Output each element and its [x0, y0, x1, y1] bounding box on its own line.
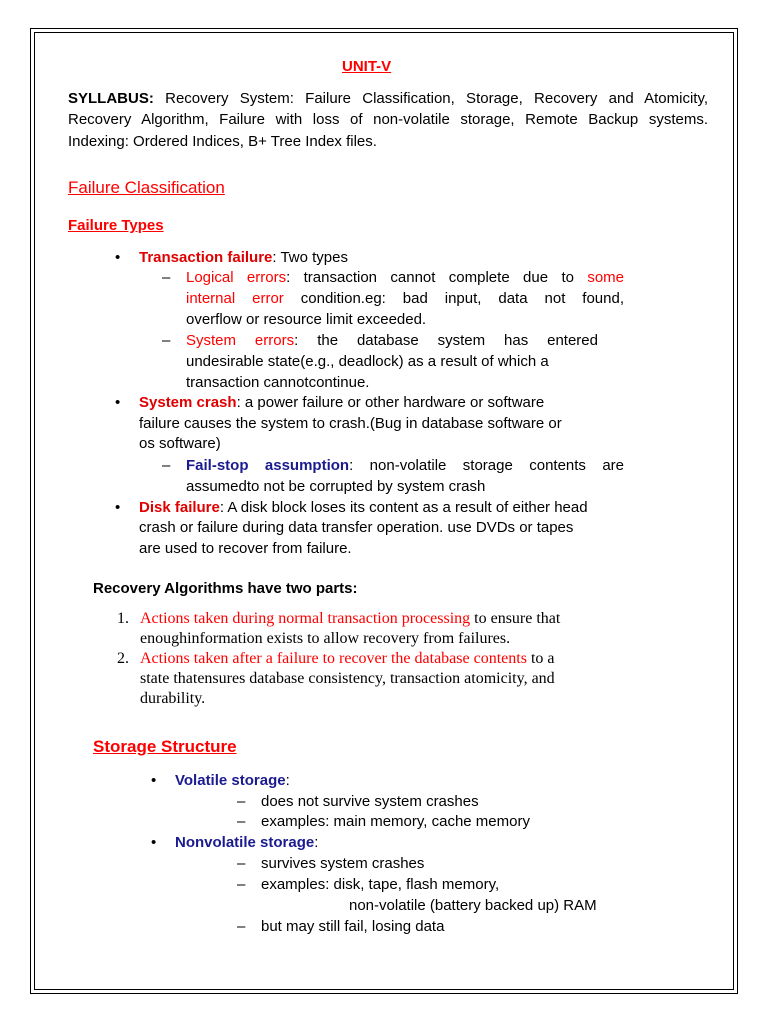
dash-icon: – — [162, 269, 171, 286]
disk-failure-line-1 — [139, 499, 588, 516]
dash-icon: – — [237, 793, 246, 810]
failure-types-subheading: Failure Types — [68, 217, 164, 234]
volatile-item-2: examples: main memory, cache memory — [261, 813, 530, 830]
unit-title: UNIT-V — [342, 58, 392, 75]
logical-errors-line-1 — [186, 269, 624, 286]
recovery-item-1-rest: to ensure that — [470, 610, 561, 627]
failure-classification-heading: Failure Classification — [68, 178, 225, 197]
bullet-icon: • — [151, 772, 157, 789]
bullet-icon: • — [115, 499, 121, 516]
dash-icon: – — [162, 332, 171, 349]
logical-errors-text-a: : transaction cannot complete due to — [286, 269, 588, 286]
system-crash-line-1 — [139, 394, 544, 411]
dash-icon: – — [237, 813, 246, 830]
disk-failure-text: : A disk block loses its content as a result of either head — [219, 499, 588, 516]
recovery-item-1-line-1 — [140, 610, 560, 628]
recovery-item-1-number: 1. — [117, 610, 129, 627]
syllabus-text-1: Recovery System: Failure Classification, Storage, Recovery and Atomicity, — [165, 90, 708, 107]
logical-errors-internal: internal error — [186, 290, 284, 307]
system-crash-line-2: failure causes the system to crash.(Bug in database software or — [139, 415, 562, 432]
bullet-icon: • — [151, 834, 157, 851]
system-crash-text: : a power failure or other hardware or software — [236, 394, 545, 411]
dash-icon: – — [237, 918, 246, 935]
logical-errors-line-2 — [186, 290, 624, 307]
storage-structure-heading: Storage Structure — [93, 737, 237, 756]
nonvolatile-item-3: but may still fail, losing data — [261, 918, 445, 935]
nonvolatile-item-2: examples: disk, tape, flash memory, — [261, 876, 500, 893]
bullet-icon: • — [115, 394, 121, 411]
disk-failure-line-3: are used to recover from failure. — [139, 540, 352, 557]
logical-errors-term: Logical errors — [186, 269, 287, 286]
logical-errors-condition: condition.eg: bad input, data not found, — [300, 290, 624, 307]
logical-errors-text-b: some — [587, 269, 625, 286]
recovery-heading: Recovery Algorithms have two parts: — [93, 580, 358, 597]
nonvolatile-storage-colon: : — [314, 834, 319, 851]
system-errors-text: : the database system has entered — [294, 332, 598, 349]
recovery-item-2-red: Actions taken after a failure to recover the database contents — [140, 650, 527, 667]
nonvolatile-item-1: survives system crashes — [261, 855, 425, 872]
volatile-item-1: does not survive system crashes — [261, 793, 479, 810]
disk-failure-term: Disk failure — [139, 499, 220, 516]
fail-stop-line-2: assumedto not be corrupted by system crash — [186, 478, 486, 495]
nonvolatile-item-2-continued: non-volatile (battery backed up) RAM — [349, 897, 597, 914]
syllabus-label: SYLLABUS: — [68, 90, 154, 107]
dash-icon: – — [237, 876, 246, 893]
dash-icon: – — [162, 457, 171, 474]
volatile-storage-colon: : — [285, 772, 290, 789]
recovery-item-1-line-2: enoughinformation exists to allow recovery from failures. — [140, 630, 511, 647]
disk-failure-line-2: crash or failure during data transfer operation. use DVDs or tapes — [139, 519, 574, 536]
recovery-item-2-line-1 — [140, 650, 554, 668]
recovery-item-2-number: 2. — [117, 650, 129, 667]
fail-stop-term: Fail-stop assumption — [186, 457, 350, 474]
recovery-item-2-line-3: durability. — [140, 690, 206, 707]
system-errors-line-1 — [186, 332, 598, 349]
fail-stop-line-1 — [186, 457, 624, 474]
nonvolatile-storage-line — [175, 834, 318, 851]
transaction-failure-text: : Two types — [272, 249, 348, 266]
recovery-item-2-line-2: state thatensures database consistency, transaction atomicity, and — [140, 670, 555, 687]
system-crash-line-3: os software) — [139, 435, 221, 452]
syllabus-line-2 — [68, 111, 708, 128]
logical-errors-line-3: overflow or resource limit exceeded. — [186, 311, 427, 328]
transaction-failure-line — [139, 249, 348, 266]
system-errors-line-2: undesirable state(e.g., deadlock) as a result of which a — [186, 353, 549, 370]
dash-icon: – — [237, 855, 246, 872]
syllabus-text-2: Recovery Algorithm, Failure with loss of non-volatile storage, Remote Backup systems. — [68, 111, 708, 128]
syllabus-line-1 — [68, 90, 708, 107]
system-errors-line-3: transaction cannotcontinue. — [186, 374, 370, 391]
volatile-storage-line — [175, 772, 290, 789]
syllabus-line-3: Indexing: Ordered Indices, B+ Tree Index files. — [68, 133, 377, 150]
recovery-item-2-rest: to a — [526, 650, 555, 667]
system-crash-term: System crash — [139, 394, 237, 411]
volatile-storage-term: Volatile storage — [175, 772, 286, 789]
nonvolatile-storage-term: Nonvolatile storage — [175, 834, 315, 851]
transaction-failure-term: Transaction failure — [139, 249, 273, 266]
recovery-item-1-red: Actions taken during normal transaction processing — [140, 610, 471, 627]
fail-stop-text: : non-volatile storage contents are — [349, 457, 625, 474]
bullet-icon: • — [115, 249, 121, 266]
system-errors-term: System errors — [186, 332, 295, 349]
